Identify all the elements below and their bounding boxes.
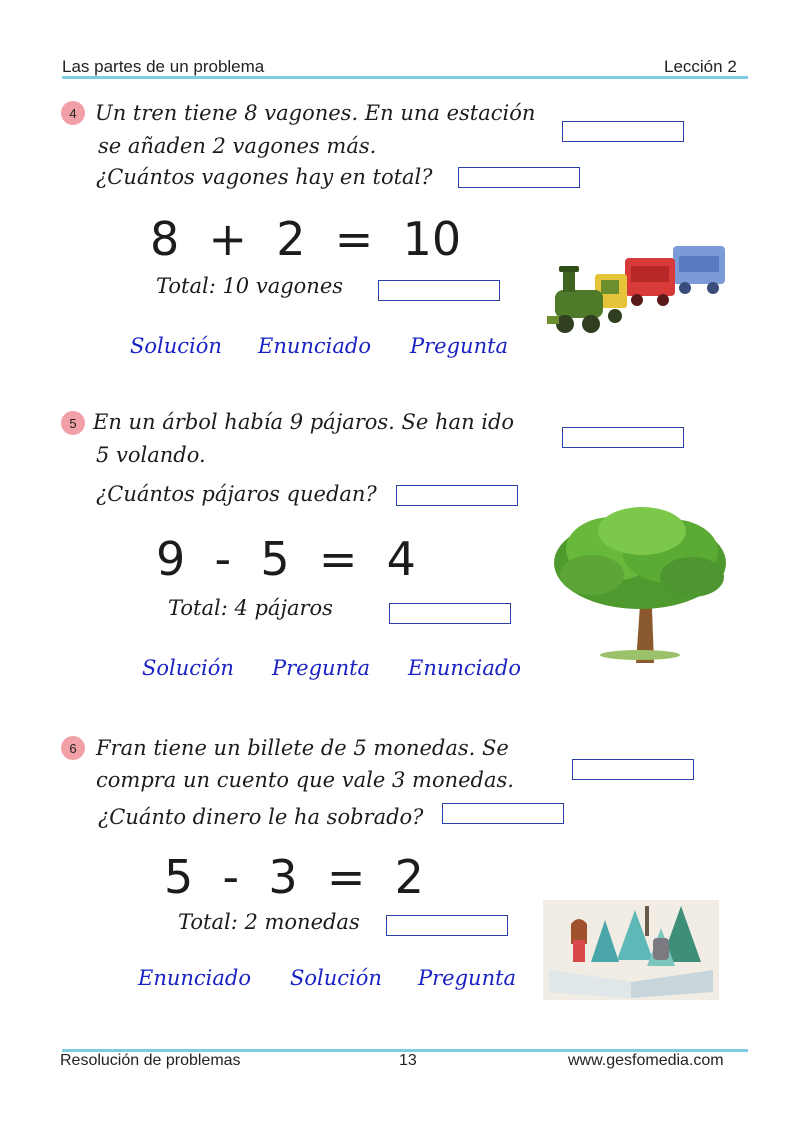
statement-answer-box[interactable] [572,759,694,780]
choice-label[interactable]: Pregunta [418,966,517,990]
operation: 5 - 3 = 2 [164,850,424,904]
footer-title: Resolución de problemas [60,1052,241,1069]
question-answer-box[interactable] [458,167,580,188]
solution-answer-box[interactable] [378,280,500,301]
lesson-label: Lección 2 [664,57,737,76]
choice-label[interactable]: Solución [142,656,234,680]
operation: 8 + 2 = 10 [150,212,462,266]
problem-number-badge: 6 [61,736,85,760]
choice-label[interactable]: Enunciado [408,656,521,680]
header-title: Las partes de un problema [62,57,265,76]
solution-answer-box[interactable] [386,915,508,936]
statement-answer-box[interactable] [562,427,684,448]
solution-answer-box[interactable] [389,603,511,624]
problem-number-badge: 4 [61,101,85,125]
choice-label[interactable]: Solución [130,334,222,358]
question-text: ¿Cuántos vagones hay en total? [96,165,433,189]
header-rule [62,76,748,79]
statement-line-2: se añaden 2 vagones más. [98,134,377,158]
choice-label[interactable]: Solución [290,966,382,990]
pop-up-book-icon [543,900,719,1000]
statement-line-1: Fran tiene un billete de 5 monedas. Se [96,736,509,760]
question-text: ¿Cuántos pájaros quedan? [96,482,377,506]
choice-label[interactable]: Pregunta [272,656,371,680]
statement-answer-box[interactable] [562,121,684,142]
tree-icon [552,505,728,665]
question-answer-box[interactable] [396,485,518,506]
total-text: Total: 4 pájaros [168,596,333,620]
problem-number-badge: 5 [61,411,85,435]
page-number: 13 [399,1052,417,1069]
toy-train-icon [545,240,730,340]
footer-website[interactable]: www.gesfomedia.com [568,1052,724,1069]
question-text: ¿Cuánto dinero le ha sobrado? [98,805,424,829]
choice-label[interactable]: Enunciado [258,334,371,358]
operation: 9 - 5 = 4 [156,532,416,586]
statement-line-2: compra un cuento que vale 3 monedas. [96,768,514,792]
question-answer-box[interactable] [442,803,564,824]
total-text: Total: 2 monedas [178,910,360,934]
statement-line-1: Un tren tiene 8 vagones. En una estación [95,101,536,125]
choice-label[interactable]: Enunciado [138,966,251,990]
total-text: Total: 10 vagones [156,274,344,298]
statement-line-1: En un árbol había 9 pájaros. Se han ido [93,410,515,434]
choice-label[interactable]: Pregunta [410,334,509,358]
statement-line-2: 5 volando. [96,443,206,467]
